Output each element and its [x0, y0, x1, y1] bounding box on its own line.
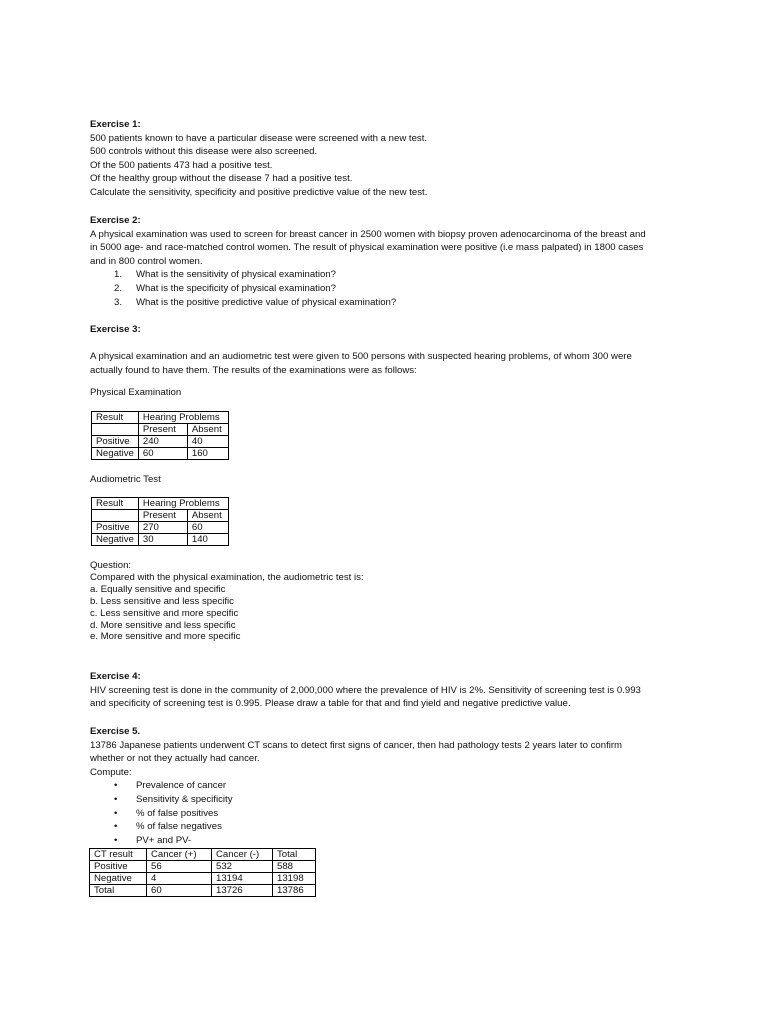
list-item-text: % of false negatives [136, 821, 222, 833]
ct-result-table [89, 848, 316, 897]
table-cell: Total [90, 885, 147, 897]
question-number: 2. [114, 282, 123, 294]
list-item [90, 820, 690, 834]
table-header-cell: Present [138, 424, 187, 436]
exercise-1-line: 500 controls without this disease were also screened. [90, 146, 318, 158]
exercise-1-line: Of the healthy group without the disease 7 had a positive test. [90, 173, 353, 185]
list-item [90, 807, 690, 821]
exercise-2-title: Exercise 2: [90, 215, 141, 226]
exercise-4 [90, 670, 690, 711]
table-cell: 588 [273, 861, 316, 873]
list-item [90, 779, 690, 793]
table-cell: Negative [92, 448, 139, 460]
exercise-2-line: A physical examination was used to screen for breast cancer in 2500 women with biopsy proven adenocarcinoma of the breast and [90, 228, 646, 240]
question-item [90, 268, 690, 282]
table-header-cell: Cancer (-) [212, 849, 273, 861]
bullet-icon: • [114, 793, 118, 805]
answer-option: c. Less sensitive and more specific [90, 607, 239, 619]
list-item [90, 834, 690, 848]
table-cell: 532 [212, 861, 273, 873]
table-cell: 60 [147, 885, 212, 897]
bullet-icon: • [114, 821, 118, 833]
audiometric-label-block [90, 473, 690, 487]
answer-option: e. More sensitive and more specific [90, 631, 241, 643]
physical-exam-table [91, 411, 229, 460]
table-header-cell: Absent [187, 424, 228, 436]
exercise-5-line: whether or not they actually had cancer. [90, 753, 260, 765]
list-item-text: Sensitivity & specificity [136, 793, 233, 805]
list-item-text: PV+ and PV- [136, 834, 192, 846]
table-cell: 56 [147, 861, 212, 873]
table-cell: 160 [187, 448, 228, 460]
table-cell: 13726 [212, 885, 273, 897]
table-cell [92, 424, 139, 436]
table-row [90, 849, 316, 861]
table-header-cell: Hearing Problems [138, 412, 228, 424]
exercise-1-line: 500 patients known to have a particular disease were screened with a new test. [90, 132, 428, 144]
audiometric-test-table [91, 497, 229, 546]
question-number: 3. [114, 296, 123, 308]
table-row [92, 436, 229, 448]
exercise-1 [90, 118, 690, 200]
question-text: What is the positive predictive value of physical examination? [136, 296, 397, 308]
list-item [90, 793, 690, 807]
table-cell: Positive [90, 861, 147, 873]
compute-list [90, 779, 690, 847]
list-item-text: % of false positives [136, 807, 219, 819]
table-cell: Negative [90, 873, 147, 885]
table-row [90, 885, 316, 897]
table-row [92, 510, 229, 522]
exercise-3-line: actually found to have them. The results of the examinations were as follows: [90, 364, 417, 376]
table-cell: 60 [138, 448, 187, 460]
table-cell: 30 [138, 534, 187, 546]
table-cell [92, 510, 139, 522]
exercise-1-title: Exercise 1: [90, 119, 141, 130]
question-label: Question: [90, 560, 132, 571]
table-cell: 13198 [273, 873, 316, 885]
table-row [92, 534, 229, 546]
table-row [92, 498, 229, 510]
exercise-3-question [90, 560, 690, 643]
exercise-3-intro [90, 350, 690, 377]
exercise-3-title: Exercise 3: [90, 324, 141, 335]
bullet-icon: • [114, 834, 118, 846]
answer-option: d. More sensitive and less specific [90, 619, 236, 631]
exercise-5 [90, 725, 690, 847]
compute-label: Compute: [90, 766, 132, 778]
list-item-text: Prevalence of cancer [136, 780, 227, 792]
table-row [90, 873, 316, 885]
table-header-cell: Total [273, 849, 316, 861]
table-cell: 60 [187, 522, 228, 534]
table-cell: 4 [147, 873, 212, 885]
table-cell: Negative [92, 534, 139, 546]
question-text: Compared with the physical examination, the audiometric test is: [90, 571, 364, 583]
table-row [92, 522, 229, 534]
exercise-2-questions [90, 268, 690, 309]
table-header-cell: CT result [90, 849, 147, 861]
exercise-2 [90, 214, 690, 309]
answer-option: a. Equally sensitive and specific [90, 583, 226, 595]
table-cell: 40 [187, 436, 228, 448]
exercise-3-title-block [90, 323, 690, 337]
exercise-4-title: Exercise 4: [90, 671, 141, 682]
question-text: What is the sensitivity of physical examination? [136, 269, 336, 281]
table-header-cell: Cancer (+) [147, 849, 212, 861]
physical-exam-label-block [90, 386, 690, 400]
table-header-cell: Present [138, 510, 187, 522]
exercise-3-line: A physical examination and an audiometric test were given to 500 persons with suspected hearing problems, of whom 300 were [90, 351, 632, 362]
table-row [90, 861, 316, 873]
table-cell: 140 [187, 534, 228, 546]
table-row [92, 448, 229, 460]
question-number: 1. [114, 269, 123, 281]
exercise-2-line: in 5000 age- and race-matched control women. The result of physical examination were positive (i.e mass palpated) in 1800 cases [90, 242, 644, 254]
table-cell: 240 [138, 436, 187, 448]
exercise-4-line: HIV screening test is done in the community of 2,000,000 where the prevalence of HIV is 2%. Sensitivity of screening test is 0.993 [90, 684, 641, 696]
physical-exam-label: Physical Examination [90, 387, 182, 398]
bullet-icon: • [114, 807, 118, 819]
table-cell: Positive [92, 522, 139, 534]
table-header-cell: Hearing Problems [138, 498, 228, 510]
table-header-cell: Absent [187, 510, 228, 522]
exercise-4-line: and specificity of screening test is 0.995. Please draw a table for that and find yield and negative predictive value. [90, 698, 571, 710]
table-row [92, 424, 229, 436]
question-item [90, 296, 690, 310]
audiometric-test-label: Audiometric Test [90, 474, 161, 485]
exercise-1-line: Of the 500 patients 473 had a positive test. [90, 159, 273, 171]
table-header-cell: Result [92, 498, 139, 510]
exercise-1-line: Calculate the sensitivity, specificity and positive predictive value of the new test. [90, 186, 428, 198]
question-item [90, 282, 690, 296]
table-row [92, 412, 229, 424]
table-cell: 13194 [212, 873, 273, 885]
exercise-5-title: Exercise 5. [90, 726, 141, 737]
question-text: What is the specificity of physical examination? [136, 282, 336, 294]
table-cell: Positive [92, 436, 139, 448]
table-cell: 270 [138, 522, 187, 534]
table-header-cell: Result [92, 412, 139, 424]
bullet-icon: • [114, 780, 118, 792]
exercise-5-line: 13786 Japanese patients underwent CT scans to detect first signs of cancer, then had pathology tests 2 years later to confirm [90, 739, 623, 751]
table-cell: 13786 [273, 885, 316, 897]
exercise-2-line: and in 800 control women. [90, 255, 203, 267]
answer-option: b. Less sensitive and less specific [90, 595, 234, 607]
